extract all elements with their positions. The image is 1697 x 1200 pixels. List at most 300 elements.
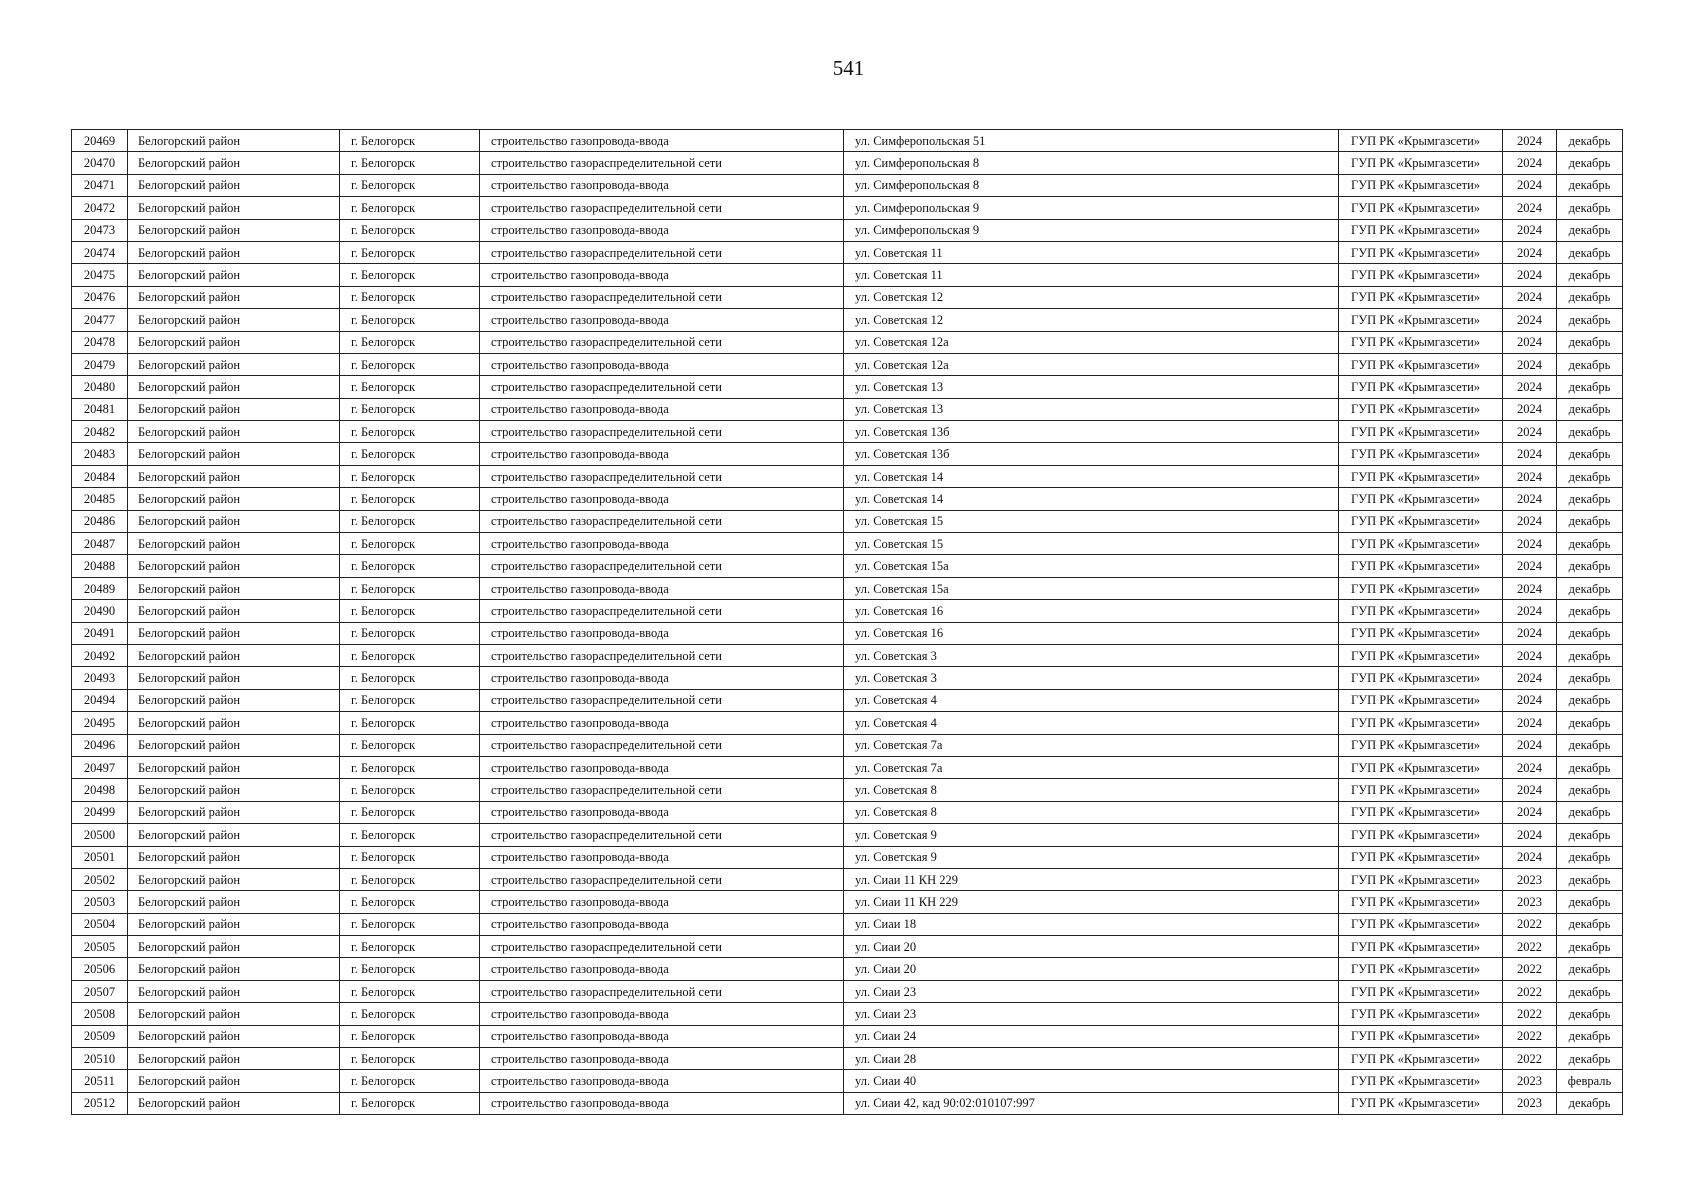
address-cell: ул. Сиаи 11 КН 229 bbox=[844, 891, 1339, 913]
address-cell: ул. Советская 4 bbox=[844, 689, 1339, 711]
city-cell: г. Белогорск bbox=[340, 779, 480, 801]
address-cell: ул. Сиаи 28 bbox=[844, 1048, 1339, 1070]
table-row bbox=[72, 488, 1623, 510]
city-cell: г. Белогорск bbox=[340, 197, 480, 219]
city-cell: г. Белогорск bbox=[340, 1025, 480, 1047]
district-cell: Белогорский район bbox=[128, 779, 340, 801]
table-row bbox=[72, 622, 1623, 644]
month-cell: декабрь bbox=[1557, 824, 1623, 846]
organization-cell: ГУП РК «Крымгазсети» bbox=[1339, 1070, 1503, 1092]
month-cell: декабрь bbox=[1557, 376, 1623, 398]
record-number-cell: 20470 bbox=[72, 152, 128, 174]
organization-cell: ГУП РК «Крымгазсети» bbox=[1339, 824, 1503, 846]
year-cell: 2024 bbox=[1503, 353, 1557, 375]
work-type-cell: строительство газопровода-ввода bbox=[480, 398, 844, 420]
district-cell: Белогорский район bbox=[128, 286, 340, 308]
organization-cell: ГУП РК «Крымгазсети» bbox=[1339, 868, 1503, 890]
organization-cell: ГУП РК «Крымгазсети» bbox=[1339, 465, 1503, 487]
month-cell: декабрь bbox=[1557, 130, 1623, 152]
year-cell: 2024 bbox=[1503, 421, 1557, 443]
city-cell: г. Белогорск bbox=[340, 309, 480, 331]
district-cell: Белогорский район bbox=[128, 846, 340, 868]
record-number-cell: 20479 bbox=[72, 353, 128, 375]
city-cell: г. Белогорск bbox=[340, 331, 480, 353]
month-cell: декабрь bbox=[1557, 712, 1623, 734]
work-type-cell: строительство газораспределительной сети bbox=[480, 824, 844, 846]
district-cell: Белогорский район bbox=[128, 174, 340, 196]
work-type-cell: строительство газораспределительной сети bbox=[480, 779, 844, 801]
city-cell: г. Белогорск bbox=[340, 555, 480, 577]
city-cell: г. Белогорск bbox=[340, 1003, 480, 1025]
city-cell: г. Белогорск bbox=[340, 174, 480, 196]
month-cell: декабрь bbox=[1557, 152, 1623, 174]
year-cell: 2022 bbox=[1503, 980, 1557, 1002]
table-row bbox=[72, 644, 1623, 666]
organization-cell: ГУП РК «Крымгазсети» bbox=[1339, 958, 1503, 980]
work-type-cell: строительство газопровода-ввода bbox=[480, 443, 844, 465]
address-cell: ул. Советская 7а bbox=[844, 734, 1339, 756]
month-cell: декабрь bbox=[1557, 980, 1623, 1002]
district-cell: Белогорский район bbox=[128, 756, 340, 778]
month-cell: декабрь bbox=[1557, 734, 1623, 756]
address-cell: ул. Советская 4 bbox=[844, 712, 1339, 734]
work-type-cell: строительство газораспределительной сети bbox=[480, 689, 844, 711]
district-cell: Белогорский район bbox=[128, 353, 340, 375]
month-cell: декабрь bbox=[1557, 689, 1623, 711]
district-cell: Белогорский район bbox=[128, 264, 340, 286]
month-cell: декабрь bbox=[1557, 622, 1623, 644]
city-cell: г. Белогорск bbox=[340, 868, 480, 890]
address-cell: ул. Советская 12 bbox=[844, 286, 1339, 308]
year-cell: 2024 bbox=[1503, 219, 1557, 241]
record-number-cell: 20510 bbox=[72, 1048, 128, 1070]
table-row bbox=[72, 130, 1623, 152]
address-cell: ул. Советская 16 bbox=[844, 600, 1339, 622]
record-number-cell: 20497 bbox=[72, 756, 128, 778]
district-cell: Белогорский район bbox=[128, 510, 340, 532]
record-number-cell: 20494 bbox=[72, 689, 128, 711]
address-cell: ул. Советская 12а bbox=[844, 331, 1339, 353]
city-cell: г. Белогорск bbox=[340, 241, 480, 263]
year-cell: 2024 bbox=[1503, 712, 1557, 734]
district-cell: Белогорский район bbox=[128, 622, 340, 644]
record-number-cell: 20486 bbox=[72, 510, 128, 532]
city-cell: г. Белогорск bbox=[340, 667, 480, 689]
year-cell: 2024 bbox=[1503, 756, 1557, 778]
record-number-cell: 20504 bbox=[72, 913, 128, 935]
organization-cell: ГУП РК «Крымгазсети» bbox=[1339, 846, 1503, 868]
organization-cell: ГУП РК «Крымгазсети» bbox=[1339, 779, 1503, 801]
address-cell: ул. Советская 15 bbox=[844, 510, 1339, 532]
work-type-cell: строительство газопровода-ввода bbox=[480, 1092, 844, 1114]
record-number-cell: 20489 bbox=[72, 577, 128, 599]
month-cell: декабрь bbox=[1557, 891, 1623, 913]
table-row bbox=[72, 398, 1623, 420]
city-cell: г. Белогорск bbox=[340, 465, 480, 487]
month-cell: декабрь bbox=[1557, 913, 1623, 935]
table-row bbox=[72, 219, 1623, 241]
organization-cell: ГУП РК «Крымгазсети» bbox=[1339, 219, 1503, 241]
month-cell: декабрь bbox=[1557, 756, 1623, 778]
work-type-cell: строительство газораспределительной сети bbox=[480, 936, 844, 958]
address-cell: ул. Советская 13б bbox=[844, 421, 1339, 443]
organization-cell: ГУП РК «Крымгазсети» bbox=[1339, 152, 1503, 174]
district-cell: Белогорский район bbox=[128, 1048, 340, 1070]
organization-cell: ГУП РК «Крымгазсети» bbox=[1339, 801, 1503, 823]
table-row bbox=[72, 689, 1623, 711]
year-cell: 2024 bbox=[1503, 197, 1557, 219]
organization-cell: ГУП РК «Крымгазсети» bbox=[1339, 689, 1503, 711]
record-number-cell: 20487 bbox=[72, 533, 128, 555]
organization-cell: ГУП РК «Крымгазсети» bbox=[1339, 264, 1503, 286]
work-type-cell: строительство газораспределительной сети bbox=[480, 286, 844, 308]
address-cell: ул. Советская 15 bbox=[844, 533, 1339, 555]
organization-cell: ГУП РК «Крымгазсети» bbox=[1339, 331, 1503, 353]
address-cell: ул. Советская 13 bbox=[844, 376, 1339, 398]
table-row bbox=[72, 241, 1623, 263]
record-number-cell: 20500 bbox=[72, 824, 128, 846]
table-row bbox=[72, 846, 1623, 868]
city-cell: г. Белогорск bbox=[340, 824, 480, 846]
table-row bbox=[72, 1048, 1623, 1070]
table-row bbox=[72, 174, 1623, 196]
address-cell: ул. Советская 8 bbox=[844, 801, 1339, 823]
work-type-cell: строительство газораспределительной сети bbox=[480, 152, 844, 174]
address-cell: ул. Сиаи 20 bbox=[844, 936, 1339, 958]
organization-cell: ГУП РК «Крымгазсети» bbox=[1339, 712, 1503, 734]
city-cell: г. Белогорск bbox=[340, 980, 480, 1002]
work-type-cell: строительство газопровода-ввода bbox=[480, 309, 844, 331]
work-type-cell: строительство газопровода-ввода bbox=[480, 891, 844, 913]
city-cell: г. Белогорск bbox=[340, 600, 480, 622]
record-number-cell: 20480 bbox=[72, 376, 128, 398]
month-cell: декабрь bbox=[1557, 846, 1623, 868]
year-cell: 2024 bbox=[1503, 644, 1557, 666]
work-type-cell: строительство газопровода-ввода bbox=[480, 1070, 844, 1092]
year-cell: 2024 bbox=[1503, 174, 1557, 196]
address-cell: ул. Советская 9 bbox=[844, 846, 1339, 868]
organization-cell: ГУП РК «Крымгазсети» bbox=[1339, 1025, 1503, 1047]
address-cell: ул. Советская 16 bbox=[844, 622, 1339, 644]
address-cell: ул. Советская 8 bbox=[844, 779, 1339, 801]
record-number-cell: 20501 bbox=[72, 846, 128, 868]
organization-cell: ГУП РК «Крымгазсети» bbox=[1339, 622, 1503, 644]
address-cell: ул. Советская 11 bbox=[844, 241, 1339, 263]
month-cell: декабрь bbox=[1557, 958, 1623, 980]
table-row bbox=[72, 465, 1623, 487]
table-row bbox=[72, 309, 1623, 331]
record-number-cell: 20482 bbox=[72, 421, 128, 443]
work-type-cell: строительство газораспределительной сети bbox=[480, 421, 844, 443]
record-number-cell: 20472 bbox=[72, 197, 128, 219]
table-row bbox=[72, 264, 1623, 286]
city-cell: г. Белогорск bbox=[340, 152, 480, 174]
month-cell: декабрь bbox=[1557, 219, 1623, 241]
work-type-cell: строительство газопровода-ввода bbox=[480, 958, 844, 980]
address-cell: ул. Симферопольская 8 bbox=[844, 174, 1339, 196]
month-cell: декабрь bbox=[1557, 667, 1623, 689]
record-number-cell: 20485 bbox=[72, 488, 128, 510]
organization-cell: ГУП РК «Крымгазсети» bbox=[1339, 443, 1503, 465]
district-cell: Белогорский район bbox=[128, 891, 340, 913]
organization-cell: ГУП РК «Крымгазсети» bbox=[1339, 644, 1503, 666]
month-cell: декабрь bbox=[1557, 577, 1623, 599]
table-row bbox=[72, 555, 1623, 577]
address-cell: ул. Советская 9 bbox=[844, 824, 1339, 846]
work-type-cell: строительство газораспределительной сети bbox=[480, 868, 844, 890]
month-cell: декабрь bbox=[1557, 309, 1623, 331]
table-row bbox=[72, 533, 1623, 555]
year-cell: 2024 bbox=[1503, 555, 1557, 577]
city-cell: г. Белогорск bbox=[340, 488, 480, 510]
record-number-cell: 20498 bbox=[72, 779, 128, 801]
district-cell: Белогорский район bbox=[128, 376, 340, 398]
record-number-cell: 20505 bbox=[72, 936, 128, 958]
address-cell: ул. Советская 14 bbox=[844, 465, 1339, 487]
district-cell: Белогорский район bbox=[128, 1070, 340, 1092]
month-cell: декабрь bbox=[1557, 801, 1623, 823]
district-cell: Белогорский район bbox=[128, 130, 340, 152]
record-number-cell: 20477 bbox=[72, 309, 128, 331]
city-cell: г. Белогорск bbox=[340, 891, 480, 913]
record-number-cell: 20488 bbox=[72, 555, 128, 577]
table-row bbox=[72, 801, 1623, 823]
table-row bbox=[72, 152, 1623, 174]
district-cell: Белогорский район bbox=[128, 801, 340, 823]
city-cell: г. Белогорск bbox=[340, 756, 480, 778]
address-cell: ул. Сиаи 24 bbox=[844, 1025, 1339, 1047]
city-cell: г. Белогорск bbox=[340, 801, 480, 823]
month-cell: декабрь bbox=[1557, 488, 1623, 510]
work-type-cell: строительство газораспределительной сети bbox=[480, 980, 844, 1002]
year-cell: 2024 bbox=[1503, 376, 1557, 398]
address-cell: ул. Советская 15а bbox=[844, 555, 1339, 577]
year-cell: 2024 bbox=[1503, 510, 1557, 532]
year-cell: 2024 bbox=[1503, 331, 1557, 353]
district-cell: Белогорский район bbox=[128, 689, 340, 711]
work-type-cell: строительство газопровода-ввода bbox=[480, 1048, 844, 1070]
organization-cell: ГУП РК «Крымгазсети» bbox=[1339, 286, 1503, 308]
month-cell: декабрь bbox=[1557, 264, 1623, 286]
work-type-cell: строительство газопровода-ввода bbox=[480, 1025, 844, 1047]
address-cell: ул. Сиаи 42, кад 90:02:010107:997 bbox=[844, 1092, 1339, 1114]
record-number-cell: 20471 bbox=[72, 174, 128, 196]
year-cell: 2024 bbox=[1503, 689, 1557, 711]
city-cell: г. Белогорск bbox=[340, 264, 480, 286]
address-cell: ул. Советская 11 bbox=[844, 264, 1339, 286]
organization-cell: ГУП РК «Крымгазсети» bbox=[1339, 309, 1503, 331]
city-cell: г. Белогорск bbox=[340, 958, 480, 980]
address-cell: ул. Сиаи 20 bbox=[844, 958, 1339, 980]
record-number-cell: 20474 bbox=[72, 241, 128, 263]
month-cell: декабрь bbox=[1557, 1092, 1623, 1114]
address-cell: ул. Советская 12 bbox=[844, 309, 1339, 331]
month-cell: декабрь bbox=[1557, 174, 1623, 196]
district-cell: Белогорский район bbox=[128, 734, 340, 756]
month-cell: декабрь bbox=[1557, 1048, 1623, 1070]
month-cell: декабрь bbox=[1557, 1025, 1623, 1047]
table-row bbox=[72, 577, 1623, 599]
organization-cell: ГУП РК «Крымгазсети» bbox=[1339, 756, 1503, 778]
district-cell: Белогорский район bbox=[128, 667, 340, 689]
district-cell: Белогорский район bbox=[128, 533, 340, 555]
district-cell: Белогорский район bbox=[128, 936, 340, 958]
district-cell: Белогорский район bbox=[128, 309, 340, 331]
district-cell: Белогорский район bbox=[128, 600, 340, 622]
record-number-cell: 20473 bbox=[72, 219, 128, 241]
work-type-cell: строительство газораспределительной сети bbox=[480, 600, 844, 622]
year-cell: 2024 bbox=[1503, 622, 1557, 644]
organization-cell: ГУП РК «Крымгазсети» bbox=[1339, 533, 1503, 555]
work-type-cell: строительство газопровода-ввода bbox=[480, 756, 844, 778]
year-cell: 2024 bbox=[1503, 465, 1557, 487]
city-cell: г. Белогорск bbox=[340, 533, 480, 555]
address-cell: ул. Советская 3 bbox=[844, 667, 1339, 689]
district-cell: Белогорский район bbox=[128, 465, 340, 487]
month-cell: декабрь bbox=[1557, 644, 1623, 666]
month-cell: февраль bbox=[1557, 1070, 1623, 1092]
address-cell: ул. Сиаи 18 bbox=[844, 913, 1339, 935]
table-row bbox=[72, 756, 1623, 778]
address-cell: ул. Советская 14 bbox=[844, 488, 1339, 510]
table-row bbox=[72, 286, 1623, 308]
district-cell: Белогорский район bbox=[128, 488, 340, 510]
district-cell: Белогорский район bbox=[128, 1025, 340, 1047]
table-row bbox=[72, 1070, 1623, 1092]
address-cell: ул. Советская 13б bbox=[844, 443, 1339, 465]
month-cell: декабрь bbox=[1557, 600, 1623, 622]
record-number-cell: 20512 bbox=[72, 1092, 128, 1114]
month-cell: декабрь bbox=[1557, 779, 1623, 801]
district-cell: Белогорский район bbox=[128, 398, 340, 420]
work-type-cell: строительство газопровода-ввода bbox=[480, 219, 844, 241]
organization-cell: ГУП РК «Крымгазсети» bbox=[1339, 353, 1503, 375]
year-cell: 2024 bbox=[1503, 488, 1557, 510]
city-cell: г. Белогорск bbox=[340, 376, 480, 398]
work-type-cell: строительство газопровода-ввода bbox=[480, 913, 844, 935]
district-cell: Белогорский район bbox=[128, 913, 340, 935]
work-type-cell: строительство газораспределительной сети bbox=[480, 510, 844, 532]
city-cell: г. Белогорск bbox=[340, 712, 480, 734]
district-cell: Белогорский район bbox=[128, 241, 340, 263]
year-cell: 2022 bbox=[1503, 1025, 1557, 1047]
address-cell: ул. Сиаи 40 bbox=[844, 1070, 1339, 1092]
table-row bbox=[72, 936, 1623, 958]
month-cell: декабрь bbox=[1557, 555, 1623, 577]
work-type-cell: строительство газопровода-ввода bbox=[480, 622, 844, 644]
work-type-cell: строительство газораспределительной сети bbox=[480, 644, 844, 666]
registry-table-body bbox=[72, 130, 1623, 1115]
month-cell: декабрь bbox=[1557, 868, 1623, 890]
address-cell: ул. Советская 3 bbox=[844, 644, 1339, 666]
city-cell: г. Белогорск bbox=[340, 1070, 480, 1092]
organization-cell: ГУП РК «Крымгазсети» bbox=[1339, 555, 1503, 577]
month-cell: декабрь bbox=[1557, 241, 1623, 263]
city-cell: г. Белогорск bbox=[340, 577, 480, 599]
city-cell: г. Белогорск bbox=[340, 913, 480, 935]
table-row bbox=[72, 510, 1623, 532]
city-cell: г. Белогорск bbox=[340, 734, 480, 756]
year-cell: 2024 bbox=[1503, 241, 1557, 263]
work-type-cell: строительство газопровода-ввода bbox=[480, 1003, 844, 1025]
table-row bbox=[72, 734, 1623, 756]
city-cell: г. Белогорск bbox=[340, 689, 480, 711]
month-cell: декабрь bbox=[1557, 465, 1623, 487]
table-row bbox=[72, 443, 1623, 465]
table-row bbox=[72, 868, 1623, 890]
city-cell: г. Белогорск bbox=[340, 398, 480, 420]
record-number-cell: 20490 bbox=[72, 600, 128, 622]
year-cell: 2022 bbox=[1503, 936, 1557, 958]
district-cell: Белогорский район bbox=[128, 331, 340, 353]
record-number-cell: 20508 bbox=[72, 1003, 128, 1025]
district-cell: Белогорский район bbox=[128, 443, 340, 465]
record-number-cell: 20492 bbox=[72, 644, 128, 666]
address-cell: ул. Симферопольская 51 bbox=[844, 130, 1339, 152]
work-type-cell: строительство газораспределительной сети bbox=[480, 197, 844, 219]
table-row bbox=[72, 712, 1623, 734]
record-number-cell: 20511 bbox=[72, 1070, 128, 1092]
organization-cell: ГУП РК «Крымгазсети» bbox=[1339, 510, 1503, 532]
district-cell: Белогорский район bbox=[128, 421, 340, 443]
organization-cell: ГУП РК «Крымгазсети» bbox=[1339, 398, 1503, 420]
table-row bbox=[72, 891, 1623, 913]
district-cell: Белогорский район bbox=[128, 1003, 340, 1025]
table-row bbox=[72, 331, 1623, 353]
work-type-cell: строительство газораспределительной сети bbox=[480, 331, 844, 353]
table-row bbox=[72, 376, 1623, 398]
year-cell: 2024 bbox=[1503, 130, 1557, 152]
record-number-cell: 20476 bbox=[72, 286, 128, 308]
record-number-cell: 20495 bbox=[72, 712, 128, 734]
organization-cell: ГУП РК «Крымгазсети» bbox=[1339, 488, 1503, 510]
year-cell: 2024 bbox=[1503, 824, 1557, 846]
record-number-cell: 20483 bbox=[72, 443, 128, 465]
organization-cell: ГУП РК «Крымгазсети» bbox=[1339, 421, 1503, 443]
work-type-cell: строительство газораспределительной сети bbox=[480, 465, 844, 487]
year-cell: 2024 bbox=[1503, 577, 1557, 599]
organization-cell: ГУП РК «Крымгазсети» bbox=[1339, 913, 1503, 935]
organization-cell: ГУП РК «Крымгазсети» bbox=[1339, 980, 1503, 1002]
record-number-cell: 20496 bbox=[72, 734, 128, 756]
district-cell: Белогорский район bbox=[128, 824, 340, 846]
address-cell: ул. Сиаи 23 bbox=[844, 980, 1339, 1002]
work-type-cell: строительство газопровода-ввода bbox=[480, 846, 844, 868]
organization-cell: ГУП РК «Крымгазсети» bbox=[1339, 130, 1503, 152]
month-cell: декабрь bbox=[1557, 398, 1623, 420]
district-cell: Белогорский район bbox=[128, 980, 340, 1002]
city-cell: г. Белогорск bbox=[340, 286, 480, 308]
table-row bbox=[72, 913, 1623, 935]
year-cell: 2024 bbox=[1503, 533, 1557, 555]
table-row bbox=[72, 779, 1623, 801]
work-type-cell: строительство газопровода-ввода bbox=[480, 130, 844, 152]
city-cell: г. Белогорск bbox=[340, 510, 480, 532]
work-type-cell: строительство газораспределительной сети bbox=[480, 734, 844, 756]
table-row bbox=[72, 1092, 1623, 1114]
city-cell: г. Белогорск bbox=[340, 1048, 480, 1070]
month-cell: декабрь bbox=[1557, 421, 1623, 443]
city-cell: г. Белогорск bbox=[340, 421, 480, 443]
organization-cell: ГУП РК «Крымгазсети» bbox=[1339, 734, 1503, 756]
address-cell: ул. Симферопольская 9 bbox=[844, 219, 1339, 241]
year-cell: 2024 bbox=[1503, 398, 1557, 420]
district-cell: Белогорский район bbox=[128, 197, 340, 219]
year-cell: 2023 bbox=[1503, 1092, 1557, 1114]
table-row bbox=[72, 421, 1623, 443]
record-number-cell: 20484 bbox=[72, 465, 128, 487]
month-cell: декабрь bbox=[1557, 197, 1623, 219]
